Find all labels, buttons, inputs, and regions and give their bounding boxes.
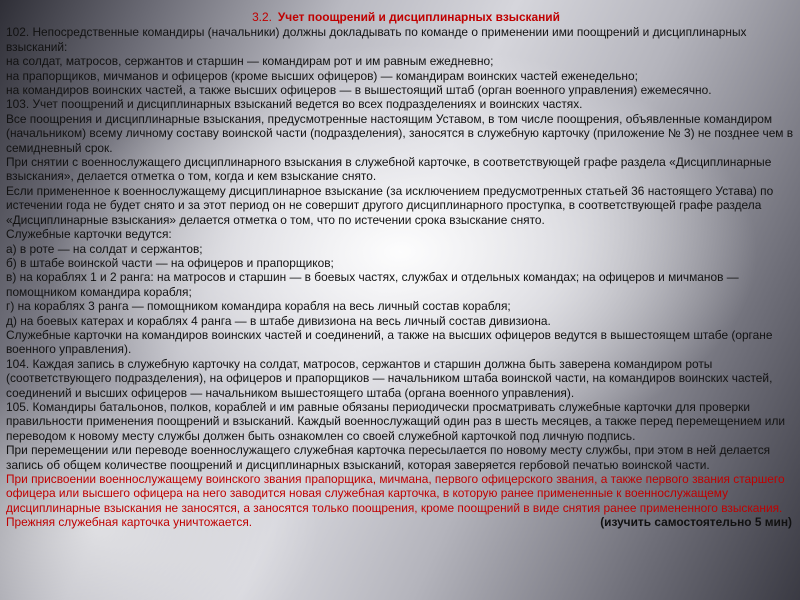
section-number: 3.2. [252, 10, 272, 24]
body-text [6, 25, 796, 472]
body-paragraph: При перемещении или переводе военнослужащего служебная карточка пересылается по новому месту службы, при этом в ней делается запись об общем количестве поощрений и дисциплинарных взысканий, которая заверяется гербовой печатью воинской части. [6, 443, 771, 472]
body-paragraph: г) на кораблях 3 ранга — помощником командира корабля на весь личный состав корабля; [6, 299, 511, 314]
body-paragraph: Служебные карточки на командиров воинских частей и соединений, а также на высших офицеров ведутся в вышестоящем штабе (органе военного управления). [6, 327, 773, 357]
body-paragraph: 105. Командиры батальонов, полков, кораблей и им равные обязаны периодически просматривать служебные карточки для проверки правильности применения поощрений и взысканий. Каждый военнослужащий один раз в шесть месяцев, а также перед перемещением или переводом к новому месту службы должен быть ознакомлен со своей служебной карточкой под личную подпись. [6, 399, 786, 443]
body-paragraph: При снятии с военнослужащего дисциплинарного взыскания в служебной карточке, в соответствующей графе раздела «Дисциплинарные взыскания», делается отметка о том, когда и кем взыскание снято. [6, 155, 772, 184]
body-paragraph: б) в штабе воинской части — на офицеров и прапорщиков; [6, 255, 334, 270]
body-paragraph: 104. Каждая запись в служебную карточку на солдат, матросов, сержантов и старшин должна быть заверена командиром роты (соответствующего подразделения), на офицеров и прапорщиков — начальником штаба воинской части, на командиров воинских частей, соединений и высших офицеров — начальником вышестоящего штаба (органа военного управления). [6, 356, 773, 400]
body-paragraph: на солдат, матросов, сержантов и старшин — командирам рот и им равным ежедневно; [6, 54, 494, 69]
final-paragraph [6, 472, 796, 530]
study-time-note: (изучить самостоятельно 5 мин) [600, 515, 792, 530]
body-paragraph: на командиров воинских частей, а также высших офицеров — в вышестоящий штаб (орган военного управления) ежемесячно. [6, 83, 712, 98]
body-paragraph: Все поощрения и дисциплинарные взыскания, предусмотренные настоящим Уставом, в том числе поощрения, объявленные командиром (начальником) всему личному составу воинской части (подразделения), заносятся в служебную карточку (приложение № 3) не позднее чем в семидневный срок. [6, 111, 794, 155]
body-paragraph: на прапорщиков, мичманов и офицеров (кроме высших офицеров) — командирам воинских частей еженедельно; [6, 68, 638, 83]
body-paragraph: 103. Учет поощрений и дисциплинарных взысканий ведется во всех подразделениях и воинских частях. [6, 97, 583, 112]
highlighted-rule-text: При присвоении военнослужащему воинского звания прапорщика, мичмана, первого офицерского звания, а также первого звания старшего офицера или высшего офицера на него заводится новая служебная карточка, в которую ранее примененные к военнослужащему дисциплинарные взыскания не заносятся, а заносятся только поощрения, кроме поощрений в виде снятия ранее примененного взыскания. Прежняя служебная карточка уничтожается. [6, 472, 785, 530]
body-paragraph: д) на боевых катерах и кораблях 4 ранга — в штабе дивизиона на весь личный состав дивизиона. [6, 313, 551, 328]
slide-content [6, 10, 796, 596]
section-title: Учет поощрений и дисциплинарных взысканий [277, 10, 560, 24]
section-heading [6, 10, 796, 24]
body-paragraph: Служебные карточки ведутся: [6, 227, 172, 242]
body-paragraph: 102. Непосредственные командиры (начальники) должны докладывать по команде о применении ими поощрений и дисциплинарных взысканий: [6, 25, 747, 54]
body-paragraph: а) в роте — на солдат и сержантов; [6, 241, 203, 256]
body-paragraph: Если примененное к военнослужащему дисциплинарное взыскание (за исключением предусмотренных статьей 36 настоящего Устава) по истечении года не будет снято и за этот период он не совершит другого дисциплинарного проступка, в соответствующей графе раздела «Дисциплинарные взыскания» делается отметка о том, что по истечении срока взыскание снято. [6, 183, 774, 227]
body-paragraph: в) на кораблях 1 и 2 ранга: на матросов и старшин — в боевых частях, службах и отдельных командах; на офицеров и мичманов — помощником командира корабля; [6, 270, 739, 299]
